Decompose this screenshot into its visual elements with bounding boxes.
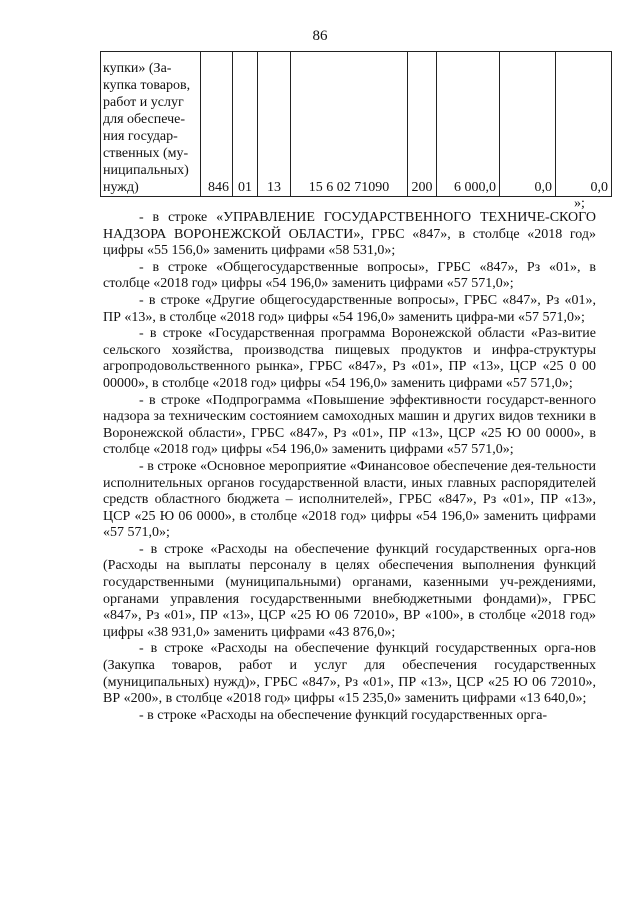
amendment-paragraph: - в строке «Государственная программа Воронежской области «Раз-витие сельского хозяйства, производства пищевых продуктов и инфра-структуры агропродовольственного рынка», ГРБС «847», Рз «01», ПР «13», ЦСР «25 0 00 00000», в столбце «2018 год» цифры «54 196,0» заменить цифрами «57 571,0»; bbox=[103, 326, 596, 391]
name-line: купка товаров, bbox=[103, 78, 191, 93]
name-line: ниципальных) bbox=[103, 163, 189, 178]
name-line: работ и услуг bbox=[103, 95, 184, 110]
cell-name bbox=[101, 52, 201, 197]
amendment-paragraph: - в строке «УПРАВЛЕНИЕ ГОСУДАРСТВЕННОГО ТЕХНИЧЕ-СКОГО НАДЗОРА ВОРОНЕЖСКОЙ ОБЛАСТИ», ГРБС «847», в столбце «2018 год» цифры «55 156,0» заменить цифрами «58 531,0»; bbox=[103, 210, 596, 259]
table-row bbox=[101, 52, 612, 197]
cell-pr: 13 bbox=[258, 52, 291, 197]
amendment-paragraph: - в строке «Расходы на обеспечение функций государственных орга- bbox=[139, 707, 548, 723]
cell-sum-1: 6 000,0 bbox=[437, 52, 500, 197]
name-line: купки» (За- bbox=[103, 61, 172, 76]
name-line: ния государ- bbox=[103, 129, 178, 144]
cell-grbs: 846 bbox=[201, 52, 233, 197]
page-number: 86 bbox=[312, 28, 328, 44]
amendment-paragraph: - в строке «Основное мероприятие «Финансовое обеспечение дея-тельности исполнительных органов государственной власти, иных главных распорядителей средств областного бюджета – исполнителей», ГРБС «847», Рз «01», ПР «13», ЦСР «25 Ю 06 0000», в столбце «2018 год» цифры «54 196,0» заменить цифрами «57 571,0»; bbox=[103, 458, 596, 541]
name-line: ственных (му- bbox=[103, 146, 189, 161]
cell-sum-2: 0,0 bbox=[500, 52, 556, 197]
amendment-paragraph: - в строке «Другие общегосударственные вопросы», ГРБС «847», Рз «01», ПР «13», в столбце «2018 год» цифры «54 196,0» заменить цифра-ми «57 571,0»; bbox=[103, 292, 596, 325]
amendment-text bbox=[103, 210, 596, 724]
name-line: нужд) bbox=[103, 180, 139, 195]
amendment-paragraph: - в строке «Расходы на обеспечение функций государственных орга-нов (Расходы на выплаты персоналу в целях обеспечения выполнения функций государственными (муниципальными) органами, казенными уч-реждениями, органами управления государственными внебюджетными фондами)», ГРБС «847», Рз «01», ПР «13», ЦСР «25 Ю 06 72010», ВР «100», в столбце «2018 год» цифры «38 931,0» заменить цифрами «43 876,0»; bbox=[103, 541, 596, 640]
cell-csr: 15 6 02 71090 bbox=[291, 52, 408, 197]
cell-vr: 200 bbox=[408, 52, 437, 197]
cell-sum-3: 0,0 bbox=[556, 52, 612, 197]
budget-table bbox=[100, 51, 612, 197]
amendment-paragraph: - в строке «Расходы на обеспечение функций государственных орга-нов (Закупка товаров, работ и услуг для обеспечения государственных (муниципальных) нужд)», ГРБС «847», Рз «01», ПР «13», ЦСР «25 Ю 06 72010», ВР «200», в столбце «2018 год» цифры «15 235,0» заменить цифрами «13 640,0»; bbox=[103, 641, 596, 707]
table-closing-mark: »; bbox=[574, 196, 585, 211]
amendment-paragraph: - в строке «Общегосударственные вопросы», ГРБС «847», Рз «01», в столбце «2018 год» цифры «54 196,0» заменить цифрами «57 571,0»; bbox=[103, 259, 596, 292]
name-line: для обеспече- bbox=[103, 112, 186, 127]
cell-rz: 01 bbox=[233, 52, 258, 197]
amendment-paragraph: - в строке «Подпрограмма «Повышение эффективности государст-венного надзора за техническим состоянием самоходных машин и других видов техники в Воронежской области», ГРБС «847», Рз «01», ПР «13», ЦСР «25 Ю 00 0000», в столбце «2018 год» цифры «54 196,0» заменить цифрами «57 571,0»; bbox=[103, 392, 596, 458]
